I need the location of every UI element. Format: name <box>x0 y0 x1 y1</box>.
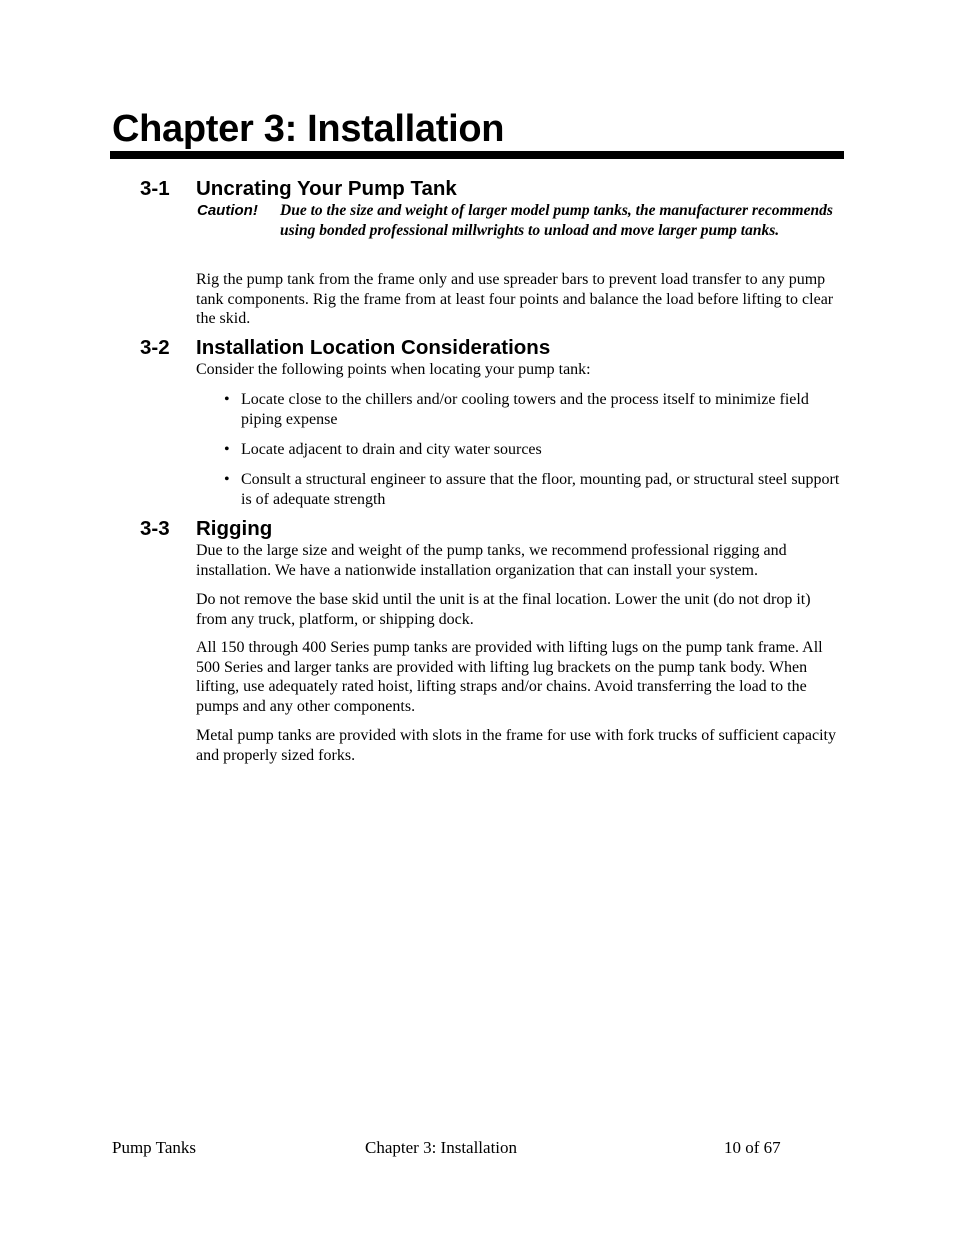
list-item <box>222 470 842 509</box>
footer-chapter-name: Chapter 3: Installation <box>365 1138 518 1157</box>
bullet-icon: • <box>224 440 230 458</box>
bullet-list <box>222 390 842 520</box>
section-title: Rigging <box>196 517 273 540</box>
paragraph: All 150 through 400 Series pump tanks are provided with lifting lugs on the pump tank frame. All 500 Series and larger tanks are provided with lifting lug brackets on the pump tank body. When lifting, use adequately rated hoist, lifting straps and/or chains. Avoid transferring the load to the pumps and any other components. <box>196 639 823 716</box>
paragraph: Do not remove the base skid until the unit is at the final location. Lower the unit (do not drop it) from any truck, platform, or shipping dock. <box>196 591 811 628</box>
paragraph: Due to the large size and weight of the pump tanks, we recommend professional rigging and installation. We have a nationwide installation organization that can install your system. <box>196 542 787 579</box>
chapter-title: Chapter 3: Installation <box>112 108 505 150</box>
footer-document-name: Pump Tanks <box>112 1138 196 1157</box>
chapter-title-rule <box>110 151 844 159</box>
section-title: Uncrating Your Pump Tank <box>196 177 457 200</box>
list-item-text: Locate close to the chillers and/or cooling towers and the process itself to minimize field piping expense <box>241 391 809 428</box>
section-title: Installation Location Considerations <box>196 336 551 359</box>
bullet-icon: • <box>224 471 230 489</box>
list-item-text: Consult a structural engineer to assure that the floor, mounting pad, or structural steel support is of adequate strength <box>241 471 840 508</box>
section-number: 3-1 <box>140 177 170 200</box>
paragraph: Rig the pump tank from the frame only and use spreader bars to prevent load transfer to any pump tank components. Rig the frame from at least four points and balance the load before lifting to clear the skid. <box>196 271 834 328</box>
list-item-text: Locate adjacent to drain and city water sources <box>241 440 542 458</box>
footer-page-number: 10 of 67 <box>724 1138 781 1157</box>
section-number: 3-2 <box>140 336 170 359</box>
section-intro: Consider the following points when locating your pump tank: <box>196 361 591 378</box>
paragraph: Metal pump tanks are provided with slots in the frame for use with fork trucks of sufficient capacity and properly sized forks. <box>196 727 836 764</box>
bullet-icon: • <box>224 391 230 408</box>
section-number: 3-3 <box>140 517 170 540</box>
caution-text: Due to the size and weight of larger model pump tanks, the manufacturer recommends using bonded professional millwrights to unload and move larger pump tanks. <box>280 202 833 239</box>
list-item <box>222 440 842 460</box>
caution-label: Caution! <box>197 202 258 219</box>
list-item <box>222 390 842 429</box>
